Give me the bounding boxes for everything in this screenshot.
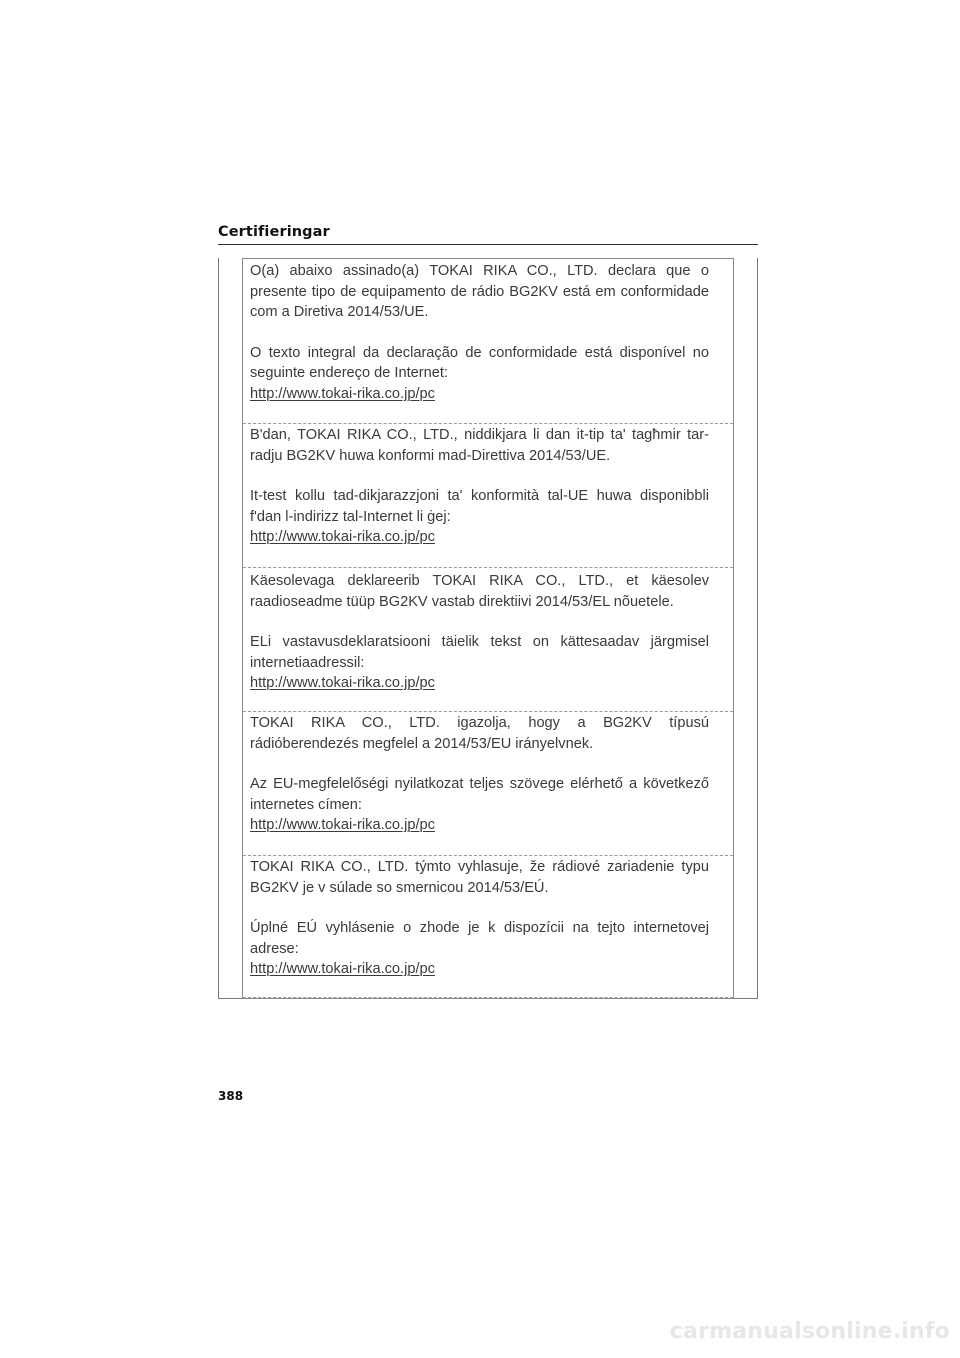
declaration-link[interactable]: http://www.tokai-rika.co.jp/pc: [250, 817, 435, 833]
block-divider: [243, 567, 733, 568]
block-divider: [243, 855, 733, 856]
availability-text: [250, 774, 709, 836]
declaration-block-mt: [250, 425, 709, 548]
availability-label: Az EU-megfelelőségi nyilatkozat teljes szövege elérhető a következő internetes címen:: [250, 776, 709, 813]
declaration-text: Käesolevaga deklareerib TOKAI RIKA CO., LTD., et käesolev raadioseadme tüüp BG2KV vastab direktiivi 2014/53/EL nõuetele.: [250, 573, 709, 610]
declaration-text: O(a) abaixo assinado(a) TOKAI RIKA CO., LTD. declara que o presente tipo de equipamento de rádio BG2KV está em conformidade com a Diretiva 2014/53/UE.: [250, 263, 709, 320]
availability-label: ELi vastavusdeklaratsiooni täielik tekst on kättesaadav järgmisel internetiaadressil:: [250, 634, 709, 671]
declaration-block-et: [250, 571, 709, 694]
availability-label: O texto integral da declaração de conformidade está disponível no seguinte endereço de Internet:: [250, 344, 709, 381]
declaration-text: B'dan, TOKAI RIKA CO., LTD., niddikjara li dan it-tip ta' tagħmir tar-radju BG2KV huwa konformi mad-Direttiva 2014/53/UE.: [250, 427, 709, 464]
declaration-link[interactable]: http://www.tokai-rika.co.jp/pc: [250, 385, 435, 402]
block-divider: [243, 997, 733, 998]
title-rule: [218, 244, 758, 245]
availability-label: It-test kollu tad-dikjarazzjoni ta' konformità tal-UE huwa disponibbli f'dan l-indirizz tal-Internet li ġej:: [250, 488, 709, 525]
declaration-block-sk: [250, 857, 709, 980]
declaration-text: TOKAI RIKA CO., LTD. igazolja, hogy a BG2KV típusú rádióberendezés megfelel a 2014/53/EU irányelvnek.: [250, 715, 709, 752]
availability-text: [250, 343, 709, 405]
block-divider: [243, 423, 733, 424]
declaration-text: TOKAI RIKA CO., LTD. týmto vyhlasuje, že rádiové zariadenie typu BG2KV je v súlade so smernicou 2014/53/EÚ.: [250, 859, 709, 896]
watermark: carmanualsonline.info: [669, 1319, 950, 1344]
declaration-block-hu: [250, 713, 709, 836]
page-number: 388: [218, 1089, 244, 1103]
declaration-link[interactable]: http://www.tokai-rika.co.jp/pc: [250, 529, 435, 545]
declaration-link[interactable]: http://www.tokai-rika.co.jp/pc: [250, 675, 435, 691]
declaration-block-pt: [250, 261, 709, 404]
availability-text: [250, 632, 709, 694]
section-title: Certifieringar: [218, 224, 330, 240]
block-divider: [243, 711, 733, 712]
declaration-link[interactable]: http://www.tokai-rika.co.jp/pc: [250, 961, 435, 977]
availability-text: [250, 918, 709, 980]
availability-label: Úplné EÚ vyhlásenie o zhode je k dispozícii na tejto internetovej adrese:: [250, 920, 709, 957]
availability-text: [250, 486, 709, 548]
